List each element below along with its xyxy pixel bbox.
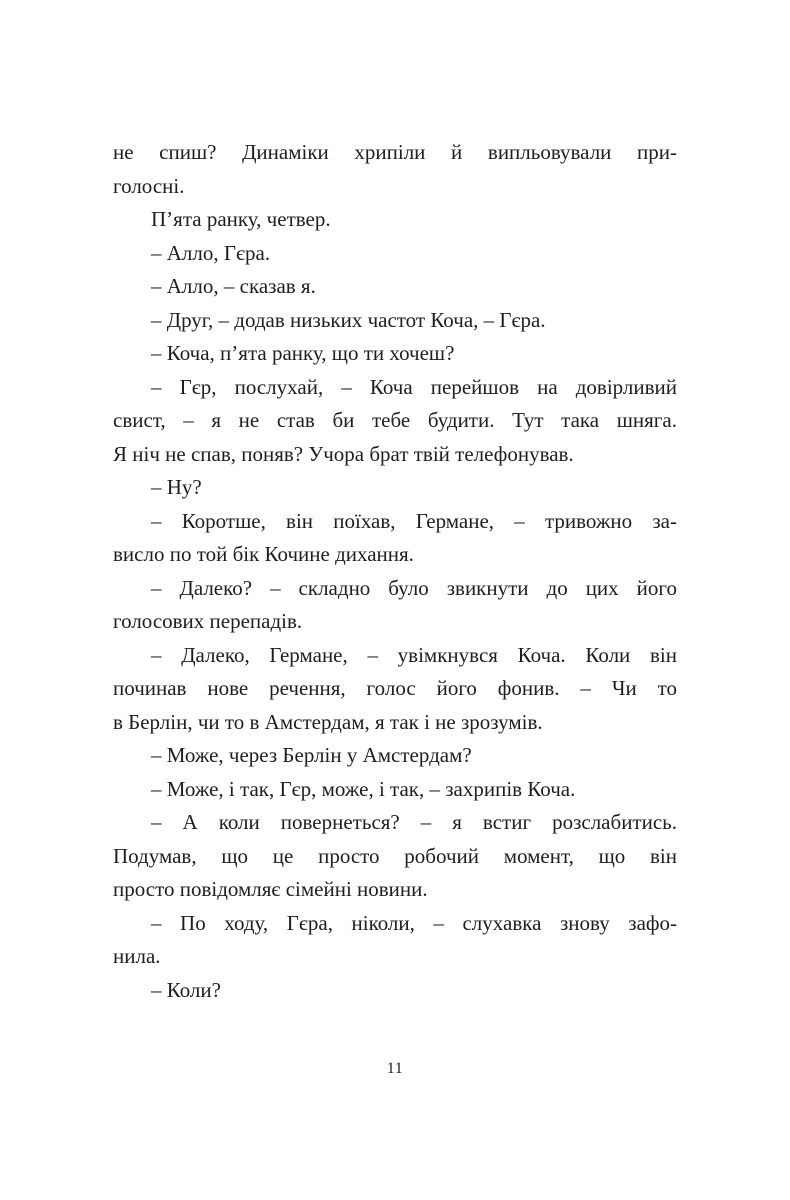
text-line: – Може, через Берлін у Амстердам?	[151, 743, 472, 767]
text-line: – Ну?	[151, 475, 202, 499]
paragraph	[113, 639, 677, 740]
text-line: – Далеко, Германе, – увімкнувся Коча. Коли він	[151, 642, 677, 667]
text-line: – Алло, Гєра.	[151, 240, 271, 265]
text-line: починав нове речення, голос його фонив. – Чи то	[113, 676, 677, 700]
paragraph	[113, 304, 677, 338]
text-line: не спиш? Динаміки хрипіли й випльовували при-	[113, 140, 677, 164]
text-line: – Коротше, він поїхав, Германе, – тривожно за-	[151, 508, 677, 533]
text-line: – Друг, – додав низьких частот Коча, – Гєра.	[151, 307, 546, 332]
paragraph	[113, 471, 677, 505]
paragraph	[113, 337, 677, 371]
text-line: просто повідомляє сімейні новини.	[113, 877, 428, 901]
text-line: Подумав, що це просто робочий момент, що він	[113, 843, 677, 868]
text-line: – Коча, п’ята ранку, що ти хочеш?	[151, 341, 455, 365]
text-line: голосових перепадів.	[113, 609, 303, 633]
paragraph	[113, 270, 677, 304]
text-line: – Далеко? – складно було звикнути до цих його	[151, 575, 677, 600]
text-line: нила.	[113, 944, 161, 968]
text-line: висло по той бік Кочине дихання.	[113, 542, 414, 566]
text-line: в Берлін, чи то в Амстердам, я так і не зрозумів.	[113, 709, 543, 734]
paragraph	[113, 237, 677, 271]
page-number: 11	[386, 1060, 404, 1077]
text-line: – Гєр, послухай, – Коча перейшов на довірливий	[151, 374, 677, 399]
paragraph	[113, 739, 677, 773]
paragraph	[113, 907, 677, 974]
text-line: П’ята ранку, четвер.	[151, 207, 331, 231]
text-line: – Може, і так, Гєр, може, і так, – захрипів Коча.	[151, 776, 576, 801]
text-line: – По ходу, Гєра, ніколи, – слухавка знову зафо-	[151, 910, 677, 935]
text-line: голосні.	[113, 173, 185, 198]
text-line: – А коли повернеться? – я встиг розслабитись.	[151, 810, 677, 834]
text-line: свист, – я не став би тебе будити. Тут така шняга.	[113, 408, 677, 432]
paragraph	[113, 371, 677, 472]
paragraph	[113, 203, 677, 237]
paragraph	[113, 136, 677, 203]
paragraph	[113, 974, 677, 1008]
text-line: Я ніч не спав, поняв? Учора брат твій телефонував.	[113, 441, 574, 466]
text-line: – Коли?	[151, 977, 221, 1002]
paragraph	[113, 505, 677, 572]
paragraph	[113, 773, 677, 807]
page-text	[113, 136, 677, 1007]
paragraph	[113, 572, 677, 639]
paragraph	[113, 806, 677, 907]
text-line: – Алло, – сказав я.	[151, 274, 316, 298]
